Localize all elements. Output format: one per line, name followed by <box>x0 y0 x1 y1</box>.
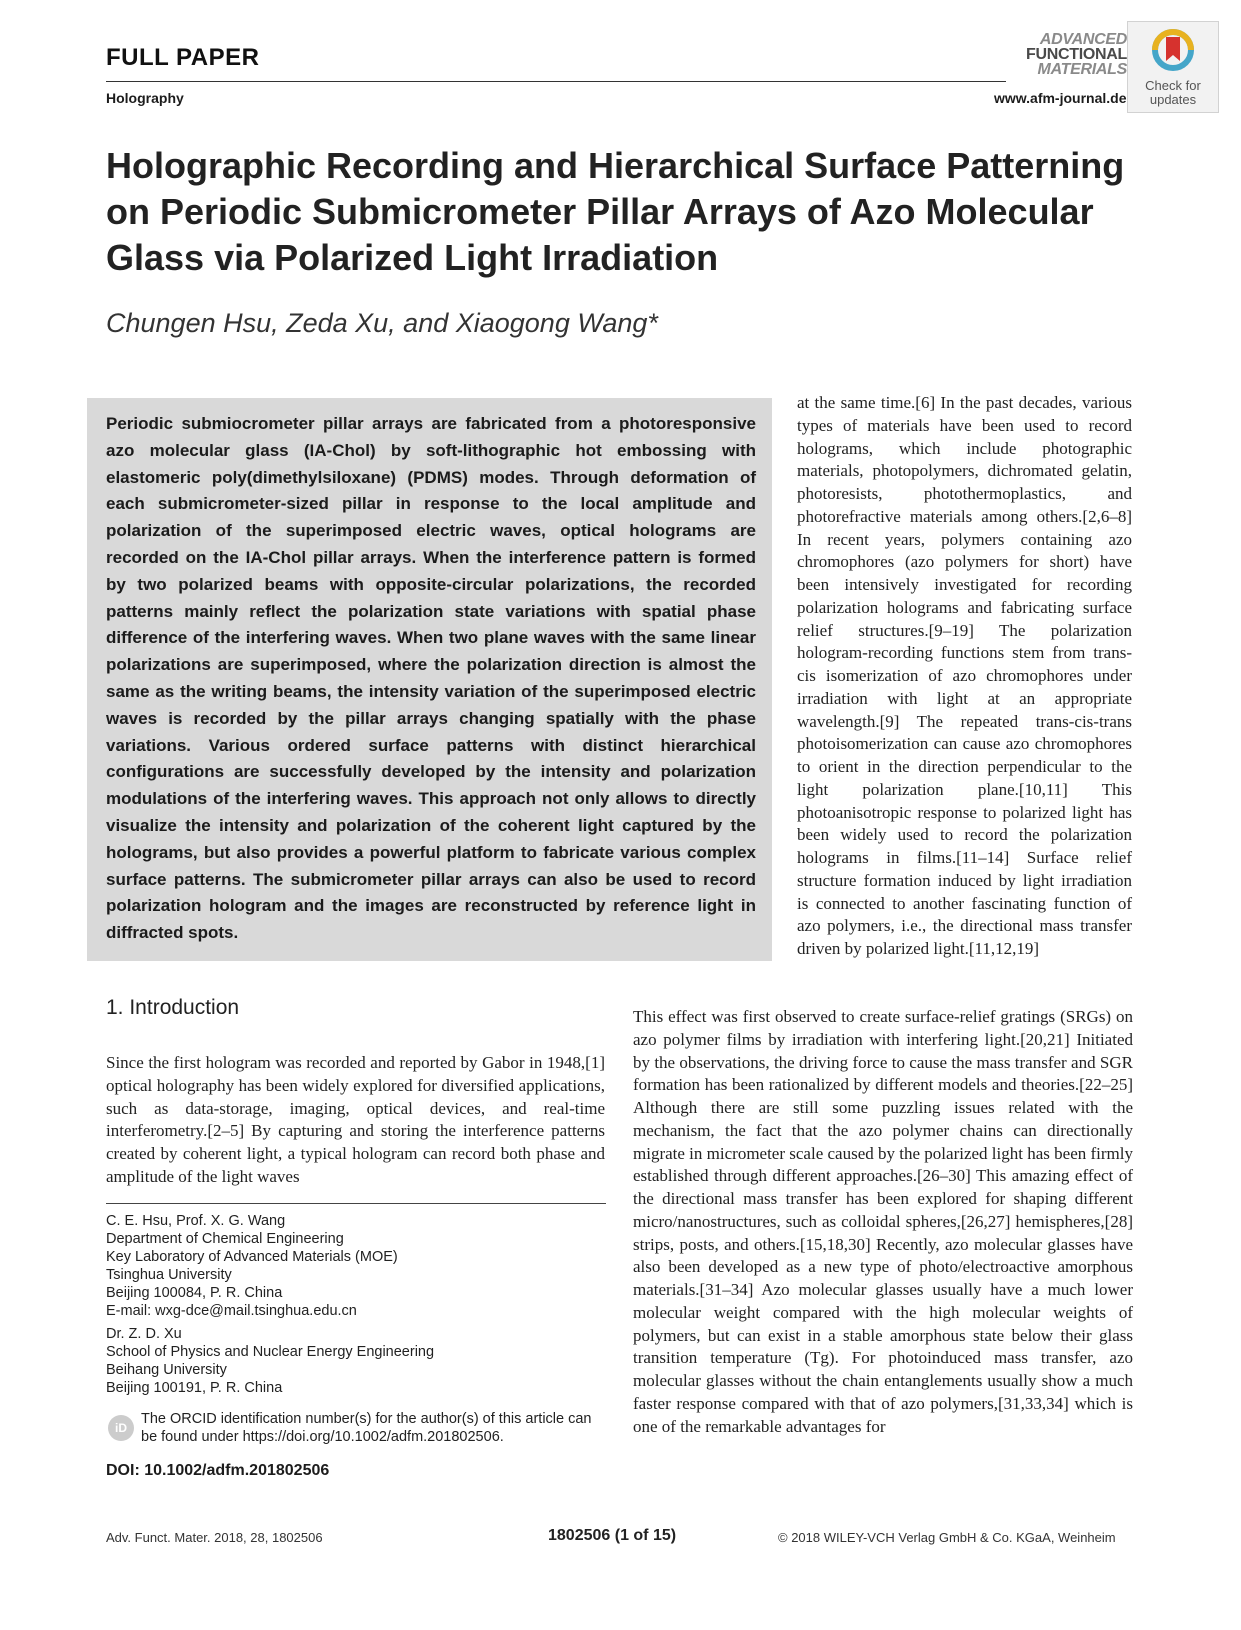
affiliation-line: C. E. Hsu, Prof. X. G. Wang <box>106 1213 286 1229</box>
affiliation-line: Beijing 100191, P. R. China <box>106 1380 283 1396</box>
affiliation-line: Key Laboratory of Advanced Materials (MOE) <box>106 1249 398 1265</box>
check-for-updates-label: Check for updates <box>1145 78 1201 107</box>
check-for-updates-button[interactable] <box>1127 21 1219 113</box>
footer-citation: Adv. Funct. Mater. 2018, 28, 1802506 <box>106 1530 323 1545</box>
article-title: Holographic Recording and Hierarchical Surface Patterning on Periodic Submicrometer Pillar Arrays of Azo Molecular Glass via Polarized Light Irradiation <box>106 145 1125 278</box>
journal-logo-line: ADVANCED <box>1039 31 1127 48</box>
journal-logo-line: MATERIALS <box>1037 61 1127 78</box>
affiliation-line: Dr. Z. D. Xu <box>106 1326 182 1342</box>
affiliation-block <box>106 1212 398 1320</box>
article-doi[interactable]: DOI: 10.1002/adfm.201802506 <box>106 1462 330 1479</box>
section-heading-introduction: 1. Introduction <box>106 996 240 1019</box>
abstract-text: Periodic submiocrometer pillar arrays are fabricated from a photoresponsive azo molecular glass (IA-Chol) by soft-lithographic hot embossing with elastomeric poly(dimethylsiloxane) (PDMS) modes. Through deformation of each submicrometer-sized pillar in response to the local amplitude and polarization of the superimposed electric waves, optical holograms are recorded on the IA-Chol pillar arrays. When the interference pattern is formed by two polarized beams with opposite-circular polarizations, the recorded patterns mainly reflect the polarization state variations with spatial phase difference of the interfering waves. When two plane waves with the same linear polarizations are superimposed, where the polarization direction is almost the same as the writing beams, the intensity variation of the superimposed electric waves is recorded by the pillar arrays changing spatially with the phase variations. Various ordered surface patterns with distinct hierarchical configurations are successfully developed by the intensity and polarization modulations of the interfering waves. This approach not only allows to directly visualize the intensity and polarization of the coherent light captured by the holograms, but also provides a powerful platform to fabricate various complex surface patterns. The submicrometer pillar arrays can also be used to record polarization hologram and the images are reconstructed by reference light in diffracted spots. <box>106 414 756 943</box>
affiliation-line: School of Physics and Nuclear Energy Engineering <box>106 1344 435 1360</box>
footer-page-number: 1802506 (1 of 15) <box>548 1527 677 1544</box>
article-category: Holography <box>106 90 184 106</box>
affiliation-line: Tsinghua University <box>106 1267 232 1283</box>
body-text-right-column: at the same time.[6] In the past decades, various types of materials have been used to record holograms, which include photographic materials, photopolymers, dichromated gelatin, photoresists, photothermoplastics, and photorefractive materials among others.[2,6–8] In recent years, polymers containing azo chromophores (azo polymers for short) have been intensively investigated for recording polarization holograms and fabricating surface relief structures.[9–19] The polarization hologram-recording functions stem from trans-cis isomerization of azo chromophores under irradiation with light at an appropriate wavelength.[9] The repeated trans-cis-trans photoisomerization can cause azo chromophores to orient in the direction perpendicular to the light polarization plane.[10,11] This photoanisotropic response to polarized light has been widely used to record the polarization holograms in films.[11–14] Surface relief structure formation induced by light irradiation is connected to another fascinating function of azo polymers, i.e., the directional mass transfer driven by polarized light.[11,12,19] <box>797 393 1132 958</box>
article-authors: Chungen Hsu, Zeda Xu, and Xiaogong Wang* <box>106 308 658 338</box>
section-label: FULL PAPER <box>106 44 260 71</box>
orcid-note[interactable]: The ORCID identification number(s) for the author(s) of this article can be found under https://doi.org/10.1002/adfm.201802506. <box>141 1411 592 1445</box>
journal-logo-line: FUNCTIONAL <box>1026 46 1127 63</box>
orcid-icon: iD <box>108 1415 134 1441</box>
footer-copyright: © 2018 WILEY-VCH Verlag GmbH & Co. KGaA, Weinheim <box>778 1530 1116 1545</box>
body-text-introduction: Since the first hologram was recorded and reported by Gabor in 1948,[1] optical holography has been widely explored for diversified applications, such as data-storage, imaging, optical devices, and real-time interferometry.[2–5] By capturing and storing the interference patterns created by coherent light, a typical hologram can record both phase and amplitude of the light waves <box>106 1053 605 1186</box>
affiliation-block <box>106 1325 434 1397</box>
affiliation-line: Beijing 100084, P. R. China <box>106 1285 283 1301</box>
journal-logo <box>1012 32 1127 77</box>
affiliation-line: Beihang University <box>106 1362 227 1378</box>
affiliation-line: Department of Chemical Engineering <box>106 1231 344 1247</box>
header-rule <box>106 81 1006 82</box>
footnote-rule <box>106 1203 606 1204</box>
check-updates-icon <box>1150 27 1196 73</box>
body-text-right-column-continued: This effect was first observed to create surface-relief gratings (SRGs) on azo polymer films by irradiation with interfering light.[20,21] Initiated by the observations, the driving force to cause the mass transfer and SGR formation has been rationalized by different models and theories.[22–25] Although there are still some puzzling issues related with the mechanism, the fact that the azo polymer chains can directionally migrate in micrometer scale caused by the polarized light has been firmly established through different approaches.[26–30] This amazing effect of the directional mass transfer has been explored for shaping different micro/nanostructures, such as colloidal spheres,[26,27] hemispheres,[28] strips, posts, and others.[15,18,30] Recently, azo molecular glasses have also been developed as a new type of photo/electroactive amorphous materials.[31–34] Azo molecular glasses usually have a much lower molecular weight compared with the high molecular weights of polymers, but can exist in a stable amorphous state below their glass transition temperature (Tg). For photoinduced mass transfer, azo molecular glasses without the chain entanglements usually show a much faster response compared with that of azo polymers,[31,33,34] which is one of the remarkable advantages for <box>633 1007 1133 1436</box>
author-email[interactable]: E-mail: wxg-dce@mail.tsinghua.edu.cn <box>106 1303 357 1319</box>
journal-url[interactable]: www.afm-journal.de <box>994 90 1127 106</box>
